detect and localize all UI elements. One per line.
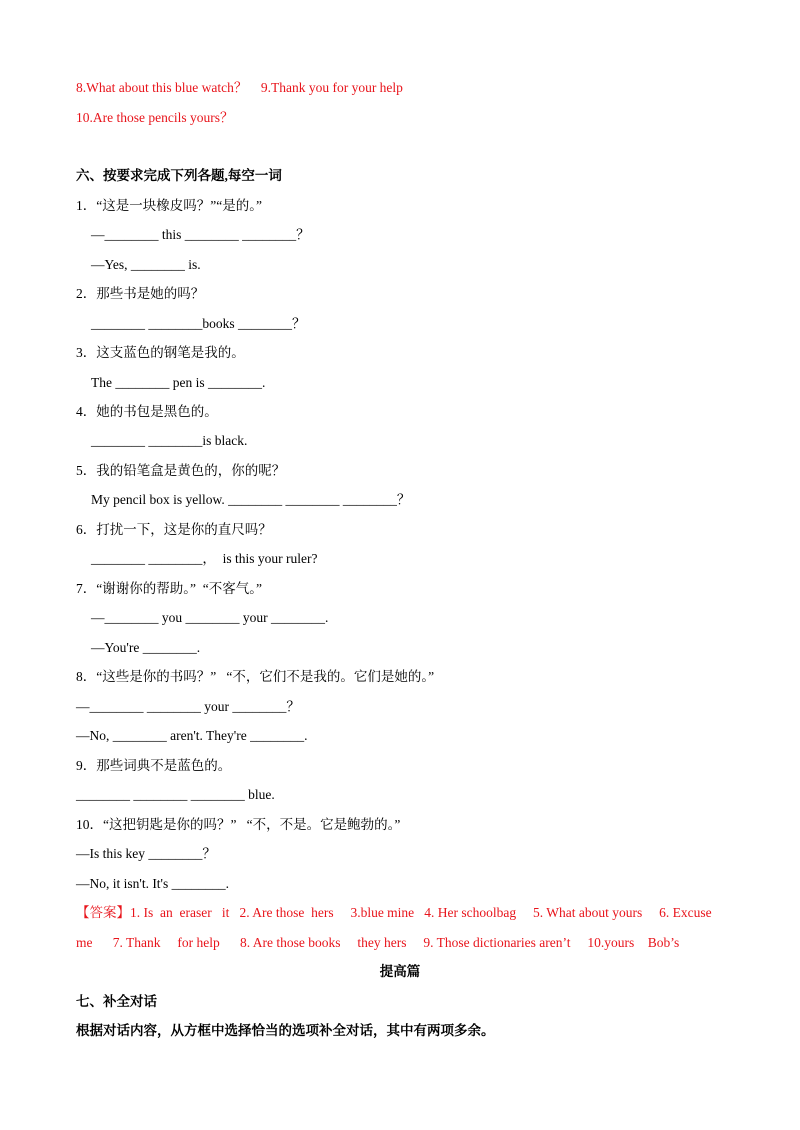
q7-chinese: 7．“谢谢你的帮助。” “不客气。”	[76, 581, 262, 596]
q2-chinese: 2．那些书是她的吗？	[76, 286, 205, 301]
q2-line-a: ________ ________books ________？	[91, 316, 306, 331]
q7-line-a: —________ you ________ your ________.	[91, 610, 329, 625]
prev-answer-line-1: 8.What about this blue watch？ 9.Thank you for your help	[76, 80, 403, 95]
q9-chinese: 9．那些词典不是蓝色的。	[76, 758, 232, 773]
q10-line-a: —Is this key ________？	[76, 846, 216, 861]
section-7-heading: 七、补全对话	[76, 994, 157, 1009]
q1-line-b: —Yes, ________ is.	[91, 257, 201, 272]
q1-chinese: 1．“这是一块橡皮吗？”“是的。”	[76, 198, 262, 213]
q6-chinese: 6．打扰一下，这是你的直尺吗？	[76, 522, 272, 537]
answer-label: 【答案】	[76, 905, 130, 920]
q1-line-a: —________ this ________ ________？	[91, 227, 310, 242]
answer-text-1: 1. Is an eraser it 2. Are those hers 3.blue mine 4. Her schoolbag 5. What about yours 6. Excuse	[130, 905, 712, 920]
q8-chinese: 8．“这些是你的书吗？” “不，它们不是我的。它们是她的。”	[76, 669, 435, 684]
answer-line-1	[76, 904, 726, 922]
q8-line-a: —________ ________ your ________？	[76, 699, 300, 714]
section-7-instruction: 根据对话内容，从方框中选择恰当的选项补全对话，其中有两项多余。	[76, 1023, 495, 1038]
q4-line-a: ________ ________is black.	[91, 433, 248, 448]
q9-line-a: ________ ________ ________ blue.	[76, 787, 275, 802]
answer-line-2: me 7. Thank for help 8. Are those books they hers 9. Those dictionaries aren’t 10.yours Bob’s	[76, 935, 680, 950]
prev-answer-line-2: 10.Are those pencils yours？	[76, 110, 234, 125]
q7-line-b: —You're ________.	[91, 640, 201, 655]
q10-chinese: 10．“这把钥匙是你的吗？” “不，不是。它是鲍勃的。”	[76, 817, 401, 832]
q8-line-b: —No, ________ aren't. They're ________.	[76, 728, 308, 743]
q3-line-a: The ________ pen is ________.	[91, 375, 266, 390]
advanced-section-title: 提高篇	[379, 964, 421, 979]
q5-line-a: My pencil box is yellow. ________ ________ ________？	[91, 492, 411, 507]
q4-chinese: 4．她的书包是黑色的。	[76, 404, 218, 419]
q6-line-a: ________ ________， is this your ruler?	[91, 551, 318, 566]
q10-line-b: —No, it isn't. It's ________.	[76, 876, 229, 891]
section-6-heading: 六、按要求完成下列各题,每空一词	[76, 168, 282, 183]
q3-chinese: 3．这支蓝色的钢笔是我的。	[76, 345, 245, 360]
q5-chinese: 5．我的铅笔盒是黄色的，你的呢？	[76, 463, 286, 478]
